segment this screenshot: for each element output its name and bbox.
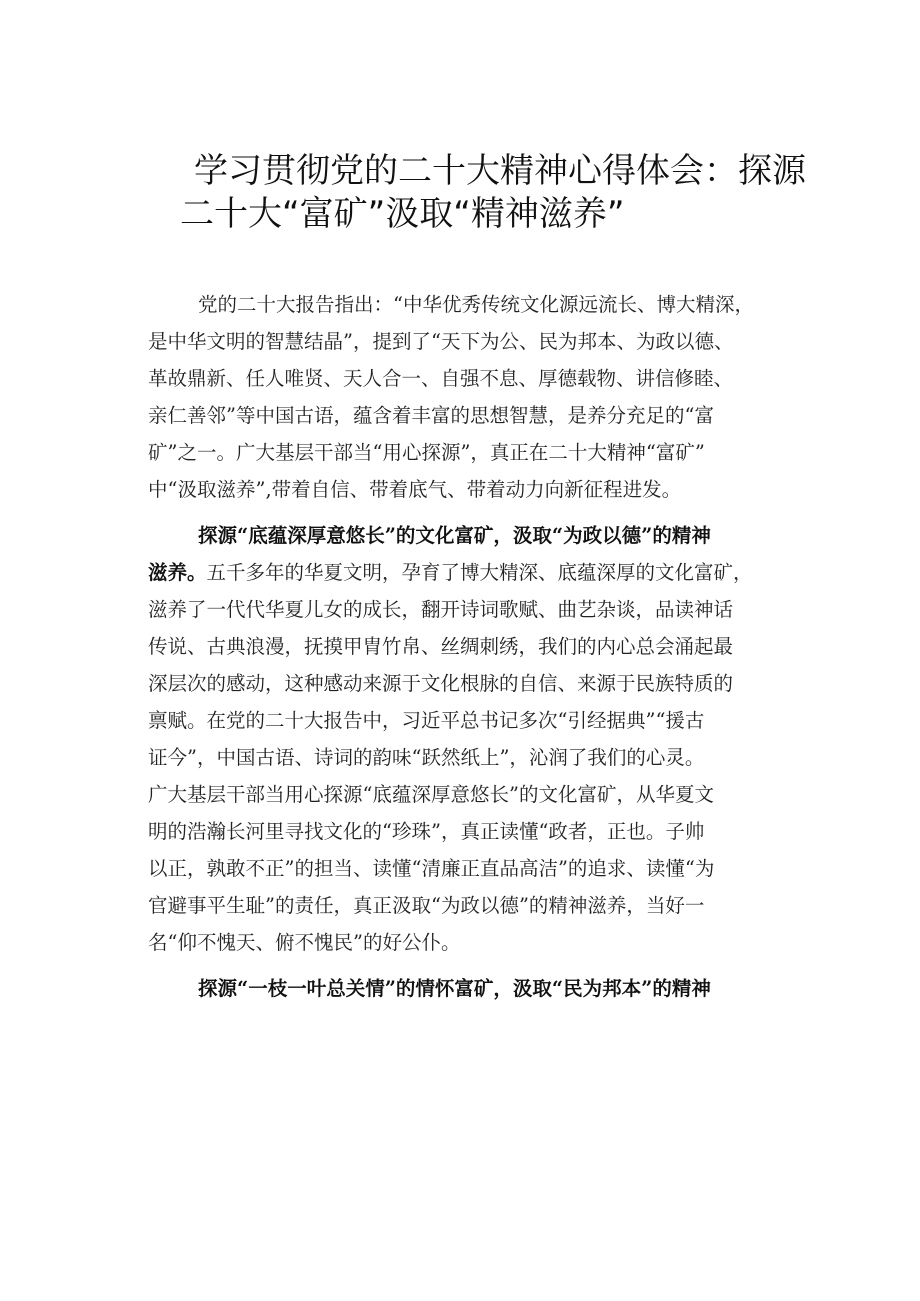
text-line-rest: 五千多年的华夏文明，孕育了博大精深、底蕴深厚的文化富矿，	[206, 561, 753, 584]
text-line: 官避事平生耻”的责任，真正汲取“为政以德”的精神滋养，当好一	[148, 894, 705, 917]
text-line	[148, 554, 808, 591]
text-line: 广大基层干部当用心探源“底蕴深厚意悠长”的文化富矿，从华夏文	[148, 783, 714, 806]
text-line: 党的二十大报告指出：“中华优秀传统文化源远流长、博大精深，	[198, 293, 754, 316]
document-body	[148, 286, 808, 1016]
title-line-1: 学习贯彻党的二十大精神心得体会：探源	[194, 151, 806, 191]
title-line-2: 二十大“富矿”汲取“精神滋养”	[180, 194, 625, 234]
text-line: 是中华文明的智慧结晶”，提到了“天下为公、民为邦本、为政以德、	[148, 330, 734, 353]
paragraph-intro	[148, 286, 808, 508]
text-line: 中“汲取滋养”,带着自信、带着底气、带着动力向新征程进发。	[148, 478, 682, 501]
paragraph-sentiment	[148, 970, 808, 1007]
text-line: 禀赋。在党的二十大报告中，习近平总书记多次“引经据典”“援古	[148, 709, 705, 732]
text-line: 深层次的感动，这种感动来源于文化根脉的自信、来源于民族特质的	[148, 672, 734, 695]
text-line: 传说、古典浪漫，抚摸甲胄竹帛、丝绸刺绣，我们的内心总会涌起最	[148, 635, 734, 658]
text-line: 以正，孰敢不正”的担当、读懂“清廉正直品高洁”的追求、读懂“为	[148, 857, 715, 880]
text-line: 亲仁善邻”等中国古语，蕴含着丰富的思想智慧，是养分充足的“富	[148, 404, 714, 427]
text-line: 明的浩瀚长河里寻找文化的“珍珠”，真正读懂“政者，正也。子帅	[148, 820, 705, 843]
section-heading-end: 滋养。	[148, 561, 207, 584]
text-line: 矿”之一。广大基层干部当“用心探源”，真正在二十大精神“富矿”	[148, 441, 705, 464]
text-line: 名“仰不愧天、俯不愧民”的好公仆。	[148, 931, 461, 954]
document-title	[180, 150, 820, 236]
text-line: 证今”，中国古语、诗词的韵味“跃然纸上”，沁润了我们的心灵。	[148, 746, 705, 769]
text-line: 革故鼎新、任人唯贤、天人合一、自强不息、厚德载物、讲信修睦、	[148, 367, 734, 390]
paragraph-culture	[148, 517, 808, 961]
section-heading: 探源“底蕴深厚意悠长”的文化富矿，汲取“为政以德”的精神	[198, 524, 711, 547]
text-line: 滋养了一代代华夏儿女的成长，翻开诗词歌赋、曲艺杂谈，品读神话	[148, 598, 734, 621]
section-heading: 探源“一枝一叶总关情”的情怀富矿，汲取“民为邦本”的精神	[198, 977, 711, 1000]
